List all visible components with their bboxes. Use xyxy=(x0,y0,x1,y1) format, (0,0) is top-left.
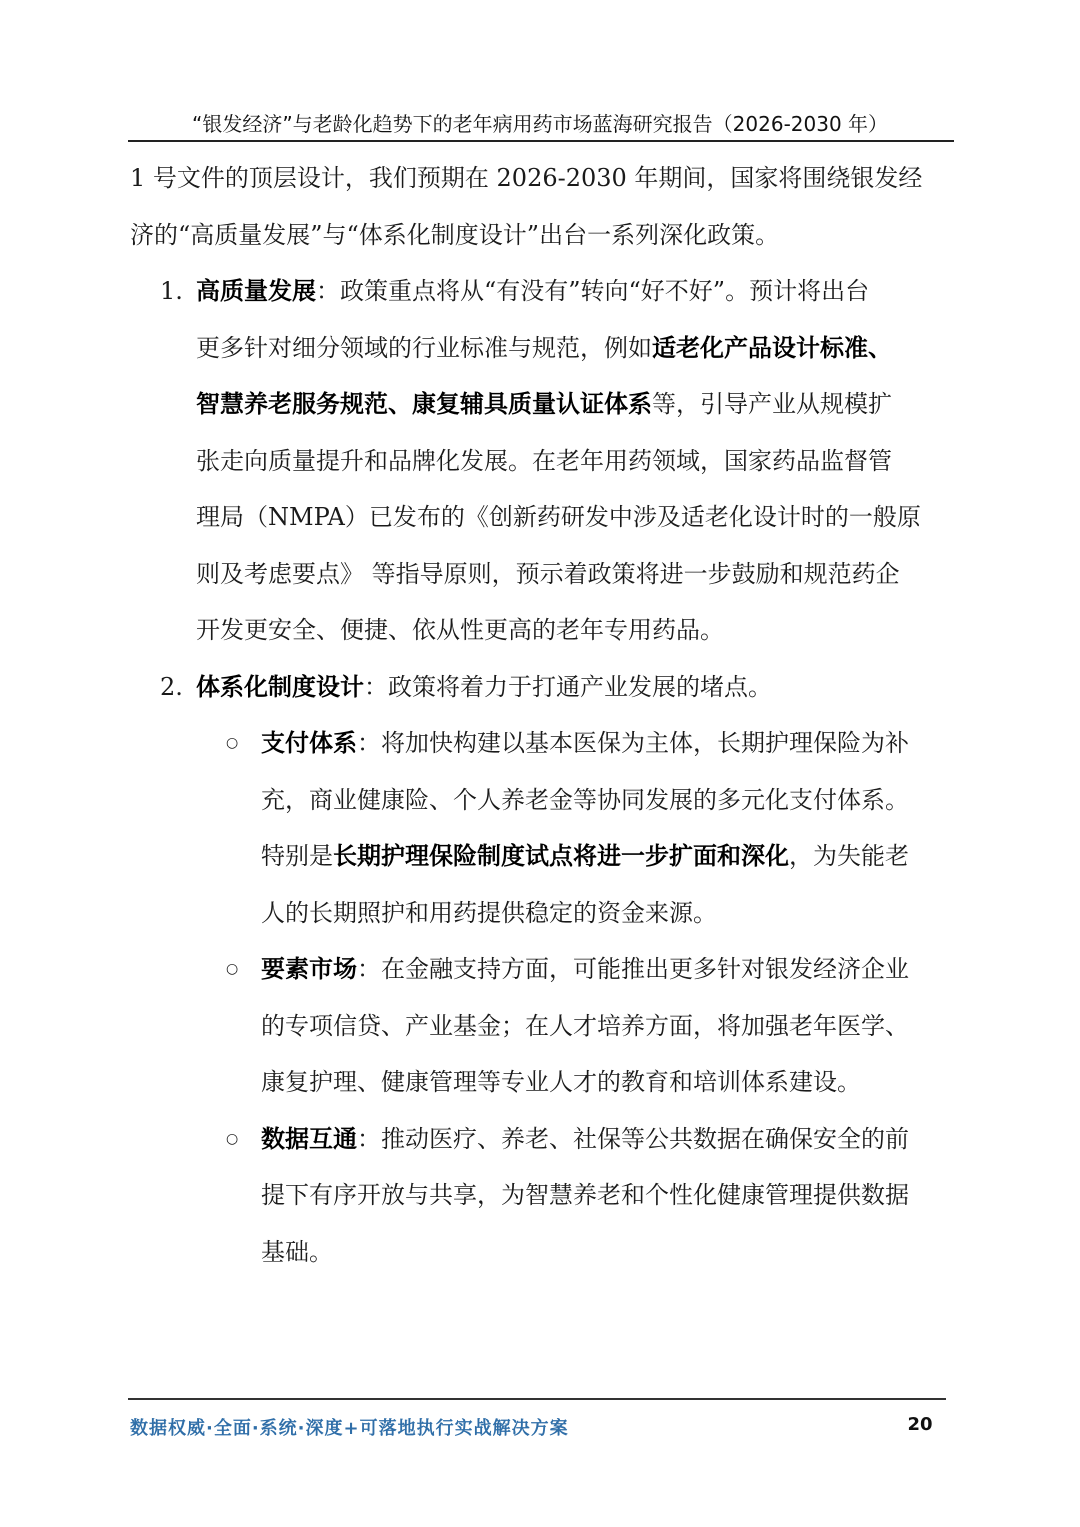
item-title: 体系化制度设计 xyxy=(196,672,364,701)
header-rule xyxy=(128,140,954,142)
sub-item-bold-text: 长期护理保险制度试点将进一步扩面和深化 xyxy=(333,842,789,870)
sub-item-title: 数据互通 xyxy=(261,1124,357,1153)
sub-item-text: ：将加快构建以基本医保为主体，长期护理保险为补 xyxy=(357,729,909,757)
sub-item-text: 基础。 xyxy=(261,1237,333,1266)
item-text: 理局（NMPA）已发布的《创新药研发中涉及适老化设计时的一般原 xyxy=(196,503,921,531)
sub-item-text: 充，商业健康险、个人养老金等协同发展的多元化支付体系。 xyxy=(261,785,909,814)
page-header-title: “银发经济”与老龄化趋势下的老年病用药市场蓝海研究报告（2026-2030 年） xyxy=(191,112,889,136)
item-text: ：政策将着力于打通产业发展的堵点。 xyxy=(364,672,772,701)
list-number: 1. xyxy=(160,277,183,305)
intro-line: 济的“高质量发展”与“体系化制度设计”出台一系列深化政策。 xyxy=(130,220,780,249)
footer-slogan: 数据权威·全面·系统·深度+可落地执行实战解决方案 xyxy=(130,1418,569,1439)
item-title: 高质量发展 xyxy=(196,277,316,305)
item-text: 则及考虑要点》 等指导原则，预示着政策将进一步鼓励和规范药企 xyxy=(196,559,900,588)
sub-item-data-sharing xyxy=(130,1111,960,1281)
item-bold-text: 适老化产品设计标准、 xyxy=(652,333,892,362)
list-number: 2. xyxy=(160,672,183,701)
sub-item-title: 支付体系 xyxy=(261,729,357,757)
list-item-system-design xyxy=(130,659,960,716)
item-text: 更多针对细分领域的行业标准与规范，例如 xyxy=(196,333,652,362)
intro-line: 1 号文件的顶层设计，我们预期在 2026-2030 年期间，国家将围绕银发经 xyxy=(130,164,923,192)
item-bold-text: 智慧养老服务规范、康复辅具质量认证体系 xyxy=(196,390,652,418)
list-item-high-quality-development xyxy=(130,263,960,659)
page-number: 20 xyxy=(907,1414,933,1435)
sub-item-title: 要素市场 xyxy=(261,955,357,983)
item-text: ：政策重点将从“有没有”转向“好不好”。预计将出台 xyxy=(316,277,870,305)
sub-item-text: 康复护理、健康管理等专业人才的教育和培训体系建设。 xyxy=(261,1068,861,1096)
sub-item-text: ：在金融支持方面，可能推出更多针对银发经济企业 xyxy=(357,955,909,983)
item-text: 张走向质量提升和品牌化发展。在老年用药领域，国家药品监督管 xyxy=(196,446,892,475)
sub-item-text: ：推动医疗、养老、社保等公共数据在确保安全的前 xyxy=(357,1124,909,1153)
footer-rule xyxy=(128,1398,946,1400)
circle-bullet-icon: ○ xyxy=(226,735,239,751)
sub-item-text: 的专项信贷、产业基金；在人才培养方面，将加强老年医学、 xyxy=(261,1011,909,1040)
circle-bullet-icon: ○ xyxy=(226,961,239,977)
sub-item-text: 人的长期照护和用药提供稳定的资金来源。 xyxy=(261,898,717,927)
circle-bullet-icon: ○ xyxy=(226,1130,239,1147)
item-text: 开发更安全、便捷、依从性更高的老年专用药品。 xyxy=(196,616,724,644)
body-text xyxy=(130,150,960,1280)
sub-item-payment-system xyxy=(130,715,960,941)
sub-item-factor-market xyxy=(130,941,960,1111)
sub-item-text: 提下有序开放与共享，为智慧养老和个性化健康管理提供数据 xyxy=(261,1181,909,1209)
item-text: 等，引导产业从规模扩 xyxy=(652,390,892,418)
intro-paragraph xyxy=(130,150,960,263)
sub-item-text: 特别是 xyxy=(261,842,333,870)
sub-item-text: ，为失能老 xyxy=(789,842,909,870)
